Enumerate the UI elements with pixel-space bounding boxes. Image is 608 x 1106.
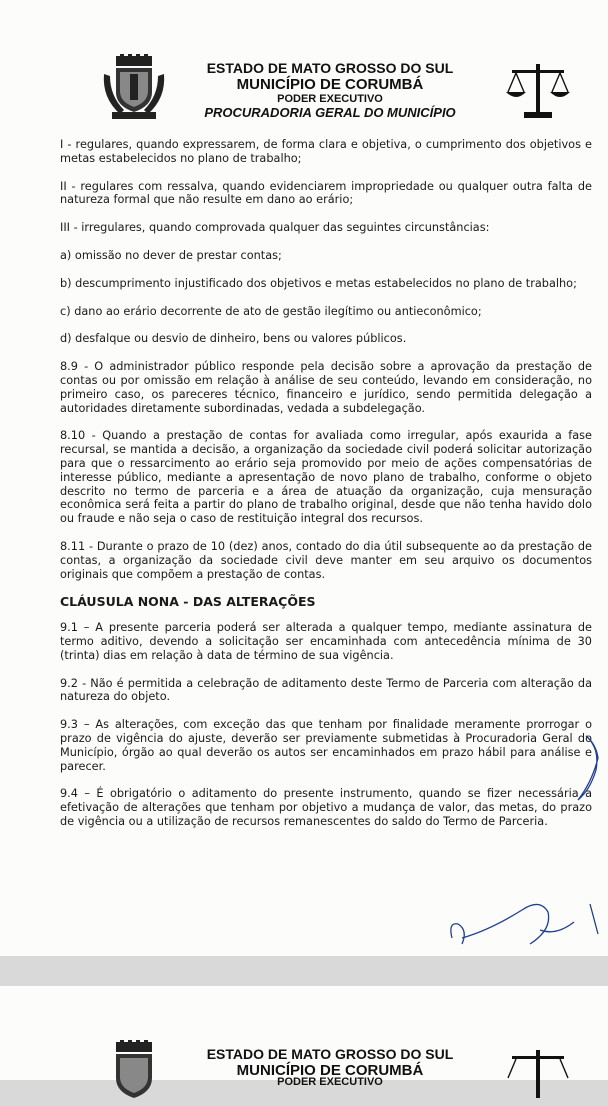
paragraph-9-2: 9.2 - Não é permitida a celebração de aditamento deste Termo de Parceria com alteração da natureza do objeto. <box>60 676 592 704</box>
paragraph-9-3: 9.3 – As alterações, com exceção das que tenham por finalidade meramente prorrogar o prazo de vigência do ajuste, deverão ser previamente submetidas à Procuradoria Geral do Município, órgão ao qual deverão os autos ser encaminhados em prazo hábil para análise e parecer. <box>60 718 592 773</box>
header-state: ESTADO DE MATO GROSSO DO SUL <box>206 1046 454 1062</box>
paragraph-i: I - regulares, quando expressarem, de forma clara e objetiva, o cumprimento dos objetivos e metas estabelecidos no plano de trabalho; <box>60 138 592 165</box>
paragraph-a: a) omissão no dever de prestar contas; <box>60 248 282 262</box>
header-municipality: MUNICÍPIO DE CORUMBÁ <box>236 1062 424 1079</box>
clause-title: CLÁUSULA NONA - DAS ALTERAÇÕES <box>60 594 316 610</box>
paragraph-9-4: 9.4 – É obrigatório o aditamento do presente instrumento, quando se fizer necessária a efetivação de alterações que tenham por objetivo a mudança de valor, das metas, do prazo de vigência ou a utilização de recursos remanescentes do saldo do Termo de Parceria. <box>60 787 592 828</box>
paragraph-8-11: 8.11 - Durante o prazo de 10 (dez) anos, contado do dia útil subsequente ao da prestação de contas, a organização da sociedade civil deve manter em seu arquivo os documentos originais que compõem a prestação de contas. <box>60 539 592 581</box>
paragraph-8-10: 8.10 - Quando a prestação de contas for avaliada como irregular, após exaurida a fase recursal, se mantida a decisão, a organização da sociedade civil poderá solicitar autorização para que o ressarcimento ao erário seja promovido por meio de ações compensatórias de interesse público, mediante a apresentação de novo plano de trabalho, conforme o objeto descrito no termo de parceria e a área de atuação da organização, cuja mensuração econômica será feita a partir do plano de trabalho original, desde que não tenha havido dolo ou fraude e não seja o caso de restituição integral dos recursos. <box>60 429 592 526</box>
header-municipality: MUNICÍPIO DE CORUMBÁ <box>236 76 424 93</box>
paragraph-b: b) descumprimento injustificado dos objetivos e metas estabelecidos no plano de trabalho; <box>60 276 577 290</box>
header-state: ESTADO DE MATO GROSSO DO SUL <box>206 60 454 76</box>
header-branch: PODER EXECUTIVO <box>277 1076 383 1088</box>
document-page-2 <box>0 986 608 1088</box>
paragraph-c: c) dano ao erário decorrente de ato de gestão ilegítimo ou antieconômico; <box>60 304 482 318</box>
paragraph-iii: III - irregulares, quando comprovada qualquer das seguintes circunstâncias: <box>60 221 490 235</box>
paragraph-9-1: 9.1 – A presente parceria poderá ser alterada a qualquer tempo, mediante assinatura de termo aditivo, devendo a solicitação ser encaminhada com antecedência mínima de 30 (trinta) dias em relação à data de término de sua vigência. <box>60 621 592 662</box>
paragraph-d: d) desfalque ou desvio de dinheiro, bens ou valores públicos. <box>60 332 407 346</box>
header-department: PROCURADORIA GERAL DO MUNICÍPIO <box>204 105 456 120</box>
scales-of-justice-icon <box>506 1046 570 1106</box>
paragraph-ii: II - regulares com ressalva, quando evidenciarem impropriedade ou qualquer outra falta de natureza formal que não resulte em dano ao erário; <box>60 179 592 207</box>
paragraph-8-9: 8.9 - O administrador público responde pela decisão sobre a aprovação da prestação de contas ou por omissão em relação à análise de seu conteúdo, levando em consideração, no primeiro caso, os pareceres técnico, financeiro e jurídico, sendo permitida delegação a autoridades diretamente subordinadas, vedada a subdelegação. <box>60 360 592 415</box>
header-branch: PODER EXECUTIVO <box>277 93 383 105</box>
